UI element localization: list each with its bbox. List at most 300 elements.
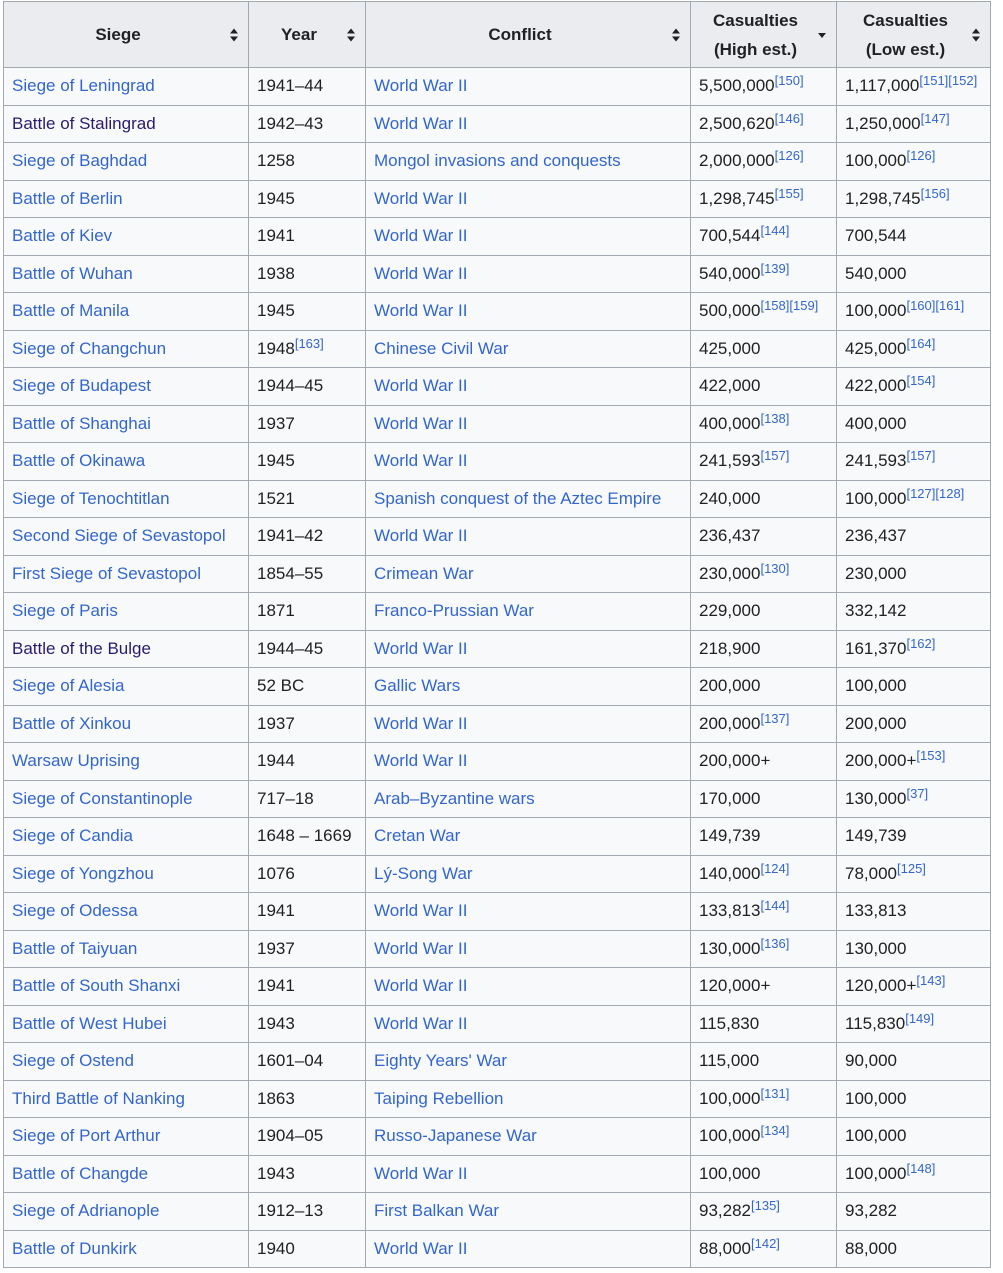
casualties-low-value: 1,250,000: [845, 113, 921, 133]
conflict-link[interactable]: World War II: [374, 413, 468, 433]
column-header-label: Conflict: [488, 25, 552, 44]
siege-link[interactable]: Battle of the Bulge: [12, 638, 151, 658]
year-text: 1863: [257, 1088, 295, 1108]
conflict-link[interactable]: World War II: [374, 713, 468, 733]
citation-ref[interactable]: [906, 148, 935, 163]
citation-ref[interactable]: [921, 111, 950, 126]
citation-link[interactable]: [148]: [906, 1160, 936, 1176]
cell-year: [249, 330, 366, 368]
citation-ref[interactable]: [906, 636, 935, 651]
conflict-link[interactable]: World War II: [374, 226, 468, 246]
siege-link[interactable]: Battle of Xinkou: [12, 713, 132, 733]
citation-ref[interactable]: [760, 861, 789, 876]
citation-link[interactable]: [156]: [920, 185, 950, 201]
conflict-link[interactable]: Franco-Prussian War: [374, 601, 534, 621]
citation-link[interactable]: [146]: [774, 110, 804, 126]
cell-siege: [4, 1080, 249, 1118]
casualties-low-value: 236,437: [845, 526, 907, 546]
siege-link[interactable]: Siege of Adrianople: [12, 1201, 160, 1221]
citation-ref[interactable]: [751, 1236, 780, 1251]
siege-link[interactable]: Battle of Stalingrad: [12, 113, 156, 133]
conflict-link[interactable]: Gallic Wars: [374, 676, 461, 696]
table-row: [4, 1193, 991, 1231]
citation-ref[interactable]: [897, 861, 926, 876]
year-text: 1871: [257, 601, 295, 621]
cell-year: [249, 930, 366, 968]
siege-link[interactable]: Siege of Paris: [12, 601, 118, 621]
siege-link[interactable]: First Siege of Sevastopol: [12, 563, 201, 583]
citation-ref[interactable]: [906, 336, 935, 351]
column-header-sublabel: (Low est.): [865, 39, 946, 59]
conflict-link[interactable]: World War II: [374, 976, 468, 996]
siege-link[interactable]: Battle of Kiev: [12, 226, 113, 246]
conflict-link[interactable]: Eighty Years' War: [374, 1051, 508, 1071]
year-text: 1940: [257, 1238, 295, 1258]
siege-link[interactable]: Siege of Candia: [12, 826, 133, 846]
cell-siege: [4, 668, 249, 706]
year-text: 1943: [257, 1163, 295, 1183]
cell-year: [249, 705, 366, 743]
citation-ref[interactable]: [760, 261, 789, 276]
citation-link[interactable]: [151][152]: [919, 73, 978, 89]
table-row: [4, 443, 991, 481]
cell-casualties-high: [691, 255, 837, 293]
siege-link[interactable]: Battle of Berlin: [12, 188, 123, 208]
table-row: [4, 1005, 991, 1043]
citation-link[interactable]: [150]: [774, 73, 804, 89]
cell-conflict: [366, 968, 691, 1006]
citation-ref[interactable]: [916, 748, 945, 763]
citation-ref[interactable]: [760, 1123, 789, 1138]
citation-link[interactable]: [136]: [760, 935, 790, 951]
citation-link[interactable]: [155]: [774, 185, 804, 201]
cell-siege: [4, 893, 249, 931]
citation-ref[interactable]: [906, 448, 935, 463]
citation-ref[interactable]: [760, 936, 789, 951]
citation-link[interactable]: [144]: [760, 898, 790, 914]
cell-casualties-low: [837, 1005, 991, 1043]
conflict-link[interactable]: Lý-Song War: [374, 863, 473, 883]
siege-link[interactable]: Battle of Shanghai: [12, 413, 151, 433]
citation-ref[interactable]: [775, 148, 804, 163]
citation-link[interactable]: [125]: [897, 860, 926, 876]
conflict-link[interactable]: World War II: [374, 638, 468, 658]
table-row: [4, 218, 991, 256]
casualties-low-value: 133,813: [845, 901, 907, 921]
cell-conflict: [366, 1043, 691, 1081]
cell-year: [249, 443, 366, 481]
casualties-high-value: 400,000: [699, 413, 761, 433]
cell-casualties-low: [837, 630, 991, 668]
cell-siege: [4, 630, 249, 668]
citation-link[interactable]: [126]: [774, 148, 804, 164]
conflict-link[interactable]: Russo-Japanese War: [374, 1126, 537, 1146]
cell-casualties-low: [837, 818, 991, 856]
sieges-table: [3, 1, 991, 1268]
conflict-link[interactable]: World War II: [374, 901, 468, 921]
citation-ref[interactable]: [906, 486, 964, 501]
cell-year: [249, 668, 366, 706]
cell-year: [249, 855, 366, 893]
siege-link[interactable]: Siege of Tenochtitlan: [12, 488, 170, 508]
year-text: 1904–05: [257, 1126, 324, 1146]
casualties-high-value: 133,813: [699, 901, 761, 921]
cell-year: [249, 180, 366, 218]
citation-link[interactable]: [131]: [760, 1085, 790, 1101]
citation-link[interactable]: [124]: [760, 860, 790, 876]
year-text: 1944: [257, 751, 295, 771]
cell-conflict: [366, 405, 691, 443]
citation-ref[interactable]: [760, 448, 789, 463]
table-row: [4, 518, 991, 556]
casualties-high-value: 240,000: [699, 488, 761, 508]
casualties-low-value: 100,000: [845, 676, 907, 696]
cell-casualties-high: [691, 893, 837, 931]
cell-casualties-low: [837, 855, 991, 893]
citation-ref[interactable]: [775, 73, 804, 88]
cell-casualties-high: [691, 593, 837, 631]
cell-conflict: [366, 743, 691, 781]
conflict-link[interactable]: Mongol invasions and conquests: [374, 151, 621, 171]
conflict-link[interactable]: World War II: [374, 188, 468, 208]
cell-casualties-low: [837, 1118, 991, 1156]
cell-siege: [4, 218, 249, 256]
citation-ref[interactable]: [295, 336, 324, 351]
cell-conflict: [366, 218, 691, 256]
conflict-link[interactable]: World War II: [374, 938, 468, 958]
cell-siege: [4, 705, 249, 743]
siege-link[interactable]: Siege of Ostend: [12, 1051, 134, 1071]
citation-link[interactable]: [164]: [906, 335, 936, 351]
siege-link[interactable]: Battle of Changde: [12, 1163, 149, 1183]
citation-link[interactable]: [127][128]: [906, 485, 965, 501]
casualties-high-value: 100,000: [699, 1163, 761, 1183]
citation-ref[interactable]: [760, 561, 789, 576]
siege-link[interactable]: Siege of Changchun: [12, 338, 167, 358]
citation-ref[interactable]: [751, 1198, 780, 1213]
cell-siege: [4, 780, 249, 818]
year-text: 1601–04: [257, 1051, 324, 1071]
cell-siege: [4, 480, 249, 518]
citation-link[interactable]: [157]: [760, 448, 790, 464]
column-header-label: Siege: [95, 25, 141, 44]
casualties-high-value: 115,830: [699, 1013, 760, 1033]
cell-siege: [4, 518, 249, 556]
casualties-low-value: 100,000: [845, 301, 907, 321]
cell-siege: [4, 1230, 249, 1268]
siege-link[interactable]: Second Siege of Sevastopol: [12, 526, 226, 546]
citation-link[interactable]: [135]: [751, 1198, 780, 1214]
siege-link[interactable]: Siege of Alesia: [12, 676, 125, 696]
cell-conflict: [366, 818, 691, 856]
siege-link[interactable]: Battle of Dunkirk: [12, 1238, 137, 1258]
citation-link[interactable]: [130]: [760, 560, 790, 576]
cell-year: [249, 293, 366, 331]
column-header-conflict[interactable]: [366, 2, 691, 68]
casualties-low-value: 115,830: [845, 1013, 906, 1033]
year-text: 1944–45: [257, 638, 324, 658]
citation-link[interactable]: [154]: [906, 373, 936, 389]
cell-siege: [4, 593, 249, 631]
citation-ref[interactable]: [906, 298, 964, 313]
citation-ref[interactable]: [905, 1011, 934, 1026]
casualties-low-value: 425,000: [845, 338, 907, 358]
table-row: [4, 293, 991, 331]
cell-conflict: [366, 1080, 691, 1118]
citation-link[interactable]: [163]: [294, 335, 324, 351]
citation-ref[interactable]: [760, 1086, 789, 1101]
cell-siege: [4, 143, 249, 181]
table-row: [4, 368, 991, 406]
casualties-high-value: 500,000: [699, 301, 761, 321]
siege-link[interactable]: Siege of Odessa: [12, 901, 138, 921]
siege-link[interactable]: Siege of Baghdad: [12, 151, 148, 171]
conflict-link[interactable]: Crimean War: [374, 563, 474, 583]
citation-link[interactable]: [137]: [760, 710, 790, 726]
casualties-low-value: 90,000: [845, 1051, 897, 1071]
siege-link[interactable]: Battle of Manila: [12, 301, 130, 321]
table-header-row: [4, 2, 991, 68]
siege-link[interactable]: Battle of Wuhan: [12, 263, 133, 283]
citation-link[interactable]: [126]: [906, 148, 936, 164]
cell-year: [249, 780, 366, 818]
column-header-casualties-low[interactable]: [837, 2, 991, 68]
citation-link[interactable]: [157]: [906, 448, 936, 464]
citation-link[interactable]: [142]: [751, 1235, 780, 1251]
cell-casualties-low: [837, 1155, 991, 1193]
casualties-low-value: 241,593: [845, 451, 907, 471]
column-header-siege[interactable]: [4, 2, 249, 68]
cell-conflict: [366, 593, 691, 631]
cell-casualties-low: [837, 405, 991, 443]
cell-siege: [4, 405, 249, 443]
year-text: 1943: [257, 1013, 295, 1033]
citation-ref[interactable]: [919, 73, 977, 88]
cell-year: [249, 818, 366, 856]
cell-casualties-high: [691, 1005, 837, 1043]
conflict-link[interactable]: World War II: [374, 1013, 468, 1033]
citation-link[interactable]: [138]: [760, 410, 790, 426]
column-header-casualties-high[interactable]: [691, 2, 837, 68]
table-row: [4, 1118, 991, 1156]
siege-link[interactable]: Battle of South Shanxi: [12, 976, 181, 996]
conflict-link[interactable]: World War II: [374, 76, 468, 96]
casualties-high-value: 229,000: [699, 601, 761, 621]
table-row: [4, 705, 991, 743]
cell-conflict: [366, 780, 691, 818]
column-header-label: Year: [281, 25, 317, 44]
conflict-link[interactable]: World War II: [374, 526, 468, 546]
conflict-link[interactable]: Chinese Civil War: [374, 338, 509, 358]
table-row: [4, 743, 991, 781]
casualties-low-value: 540,000: [845, 263, 907, 283]
conflict-link[interactable]: Spanish conquest of the Aztec Empire: [374, 488, 662, 508]
citation-link[interactable]: [162]: [906, 635, 936, 651]
casualties-low-value: 93,282: [845, 1201, 897, 1221]
casualties-low-value: 149,739: [845, 826, 907, 846]
citation-link[interactable]: [149]: [905, 1010, 935, 1026]
siege-link[interactable]: Battle of Okinawa: [12, 451, 146, 471]
cell-siege: [4, 555, 249, 593]
siege-link[interactable]: Battle of Taiyuan: [12, 938, 138, 958]
siege-link[interactable]: Siege of Leningrad: [12, 76, 155, 96]
conflict-link[interactable]: World War II: [374, 1238, 468, 1258]
year-text: 1948: [257, 338, 295, 358]
table-row: [4, 818, 991, 856]
cell-year: [249, 218, 366, 256]
conflict-link[interactable]: First Balkan War: [374, 1201, 500, 1221]
cell-siege: [4, 443, 249, 481]
year-text: 1076: [257, 863, 295, 883]
citation-link[interactable]: [134]: [760, 1123, 790, 1139]
cell-siege: [4, 930, 249, 968]
citation-ref[interactable]: [906, 373, 935, 388]
casualties-high-value: 2,500,620: [699, 113, 775, 133]
casualties-low-value: 100,000: [845, 151, 907, 171]
table-row: [4, 668, 991, 706]
cell-year: [249, 518, 366, 556]
cell-casualties-low: [837, 443, 991, 481]
cell-siege: [4, 368, 249, 406]
casualties-low-value: 200,000+: [845, 751, 917, 771]
casualties-high-value: 422,000: [699, 376, 761, 396]
cell-year: [249, 143, 366, 181]
year-text: 1941: [257, 976, 295, 996]
cell-year: [249, 630, 366, 668]
conflict-link[interactable]: World War II: [374, 1163, 468, 1183]
siege-link[interactable]: Third Battle of Nanking: [12, 1088, 185, 1108]
cell-year: [249, 555, 366, 593]
conflict-link[interactable]: World War II: [374, 751, 468, 771]
citation-ref[interactable]: [906, 786, 928, 801]
cell-siege: [4, 105, 249, 143]
casualties-high-value: 200,000: [699, 676, 761, 696]
cell-year: [249, 743, 366, 781]
casualties-high-value: 130,000: [699, 938, 761, 958]
cell-casualties-high: [691, 968, 837, 1006]
table-row: [4, 893, 991, 931]
citation-ref[interactable]: [760, 898, 789, 913]
citation-link[interactable]: [147]: [920, 110, 950, 126]
casualties-low-value: 130,000: [845, 938, 907, 958]
sort-both-icon: [671, 27, 681, 43]
cell-conflict: [366, 368, 691, 406]
cell-casualties-high: [691, 1080, 837, 1118]
siege-link[interactable]: Siege of Budapest: [12, 376, 151, 396]
citation-ref[interactable]: [760, 711, 789, 726]
cell-casualties-low: [837, 143, 991, 181]
year-text: 1945: [257, 188, 295, 208]
cell-casualties-low: [837, 368, 991, 406]
siege-link[interactable]: Siege of Constantinople: [12, 788, 193, 808]
cell-casualties-high: [691, 105, 837, 143]
citation-link[interactable]: [139]: [760, 260, 790, 276]
cell-casualties-low: [837, 293, 991, 331]
citation-link[interactable]: [153]: [916, 748, 946, 764]
citation-ref[interactable]: [760, 411, 789, 426]
cell-casualties-high: [691, 1193, 837, 1231]
conflict-link[interactable]: Cretan War: [374, 826, 461, 846]
conflict-link[interactable]: Arab–Byzantine wars: [374, 788, 535, 808]
table-row: [4, 143, 991, 181]
citation-ref[interactable]: [760, 223, 789, 238]
table-row: [4, 1230, 991, 1268]
conflict-link[interactable]: World War II: [374, 376, 468, 396]
casualties-high-value: 149,739: [699, 826, 761, 846]
conflict-link[interactable]: World War II: [374, 451, 468, 471]
table-row: [4, 480, 991, 518]
conflict-link[interactable]: World War II: [374, 263, 468, 283]
citation-ref[interactable]: [775, 186, 804, 201]
siege-link[interactable]: Siege of Port Arthur: [12, 1126, 161, 1146]
citation-link[interactable]: [158][159]: [760, 298, 819, 314]
table-body: [4, 68, 991, 1268]
cell-casualties-low: [837, 68, 991, 106]
cell-conflict: [366, 443, 691, 481]
citation-link[interactable]: [160][161]: [906, 298, 965, 314]
cell-conflict: [366, 668, 691, 706]
casualties-high-value: 200,000+: [699, 751, 771, 771]
citation-link[interactable]: [144]: [760, 223, 790, 239]
citation-ref[interactable]: [921, 186, 950, 201]
cell-siege: [4, 293, 249, 331]
sort-both-icon: [971, 27, 981, 43]
year-text: 1937: [257, 413, 295, 433]
cell-casualties-high: [691, 1118, 837, 1156]
year-text: 1945: [257, 451, 295, 471]
citation-ref[interactable]: [775, 111, 804, 126]
conflict-link[interactable]: Taiping Rebellion: [374, 1088, 504, 1108]
cell-siege: [4, 743, 249, 781]
year-text: 1942–43: [257, 113, 324, 133]
cell-casualties-high: [691, 518, 837, 556]
siege-link[interactable]: Siege of Yongzhou: [12, 863, 154, 883]
year-text: 1941: [257, 226, 295, 246]
conflict-link[interactable]: World War II: [374, 113, 468, 133]
casualties-high-value: 100,000: [699, 1126, 761, 1146]
cell-conflict: [366, 105, 691, 143]
cell-year: [249, 593, 366, 631]
cell-casualties-low: [837, 968, 991, 1006]
citation-link[interactable]: [143]: [916, 973, 946, 989]
casualties-high-value: 140,000: [699, 863, 761, 883]
column-header-year[interactable]: [249, 2, 366, 68]
cell-year: [249, 1155, 366, 1193]
cell-conflict: [366, 630, 691, 668]
cell-casualties-low: [837, 480, 991, 518]
siege-link[interactable]: Battle of West Hubei: [12, 1013, 167, 1033]
table-row: [4, 968, 991, 1006]
conflict-link[interactable]: World War II: [374, 301, 468, 321]
cell-casualties-high: [691, 1043, 837, 1081]
casualties-high-value: 2,000,000: [699, 151, 775, 171]
casualties-low-value: 422,000: [845, 376, 907, 396]
year-text: 1937: [257, 938, 295, 958]
citation-ref[interactable]: [906, 1161, 935, 1176]
cell-conflict: [366, 1230, 691, 1268]
cell-year: [249, 893, 366, 931]
casualties-high-value: 115,000: [699, 1051, 760, 1071]
siege-link[interactable]: Warsaw Uprising: [12, 751, 140, 771]
cell-casualties-low: [837, 330, 991, 368]
citation-ref[interactable]: [760, 298, 818, 313]
citation-ref[interactable]: [916, 973, 945, 988]
citation-link[interactable]: [37]: [906, 785, 929, 801]
cell-siege: [4, 1155, 249, 1193]
cell-year: [249, 105, 366, 143]
cell-casualties-low: [837, 218, 991, 256]
casualties-low-value: 100,000: [845, 1088, 907, 1108]
